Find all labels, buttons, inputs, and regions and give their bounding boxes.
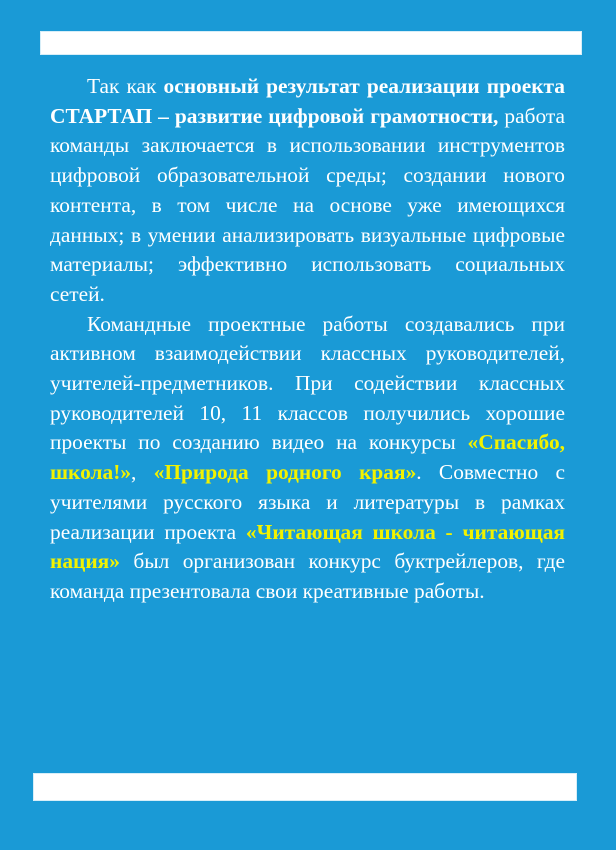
contest-priroda-rodnogo-kraya: «Природа родного края» (153, 460, 417, 485)
paragraph-team-projects (50, 310, 565, 607)
project-chitayushchaya-shkola: «Читающая школа - читающая нация» (50, 519, 565, 574)
paragraph2-text3: был организован конкурс буктрейлеров, где команда презентовала свои креативные работы. (50, 549, 565, 603)
contest-spasibo-shkola: «Спасибо, школа!» (50, 430, 565, 485)
paragraph1-lead: Так как (87, 74, 164, 98)
paragraph2-separator: , (131, 460, 154, 485)
paragraph1-rest: работа команды заключается в использовании инструментов цифровой образовательной среды; создании нового контента, в том числе на основе уже имеющихся данных; в умении анализировать визуальные цифровые материалы; эффективно использовать социальных сетей. (50, 103, 566, 306)
bottom-banner-bar (33, 773, 577, 801)
paragraph-startup-results (50, 72, 565, 310)
paragraph2-text1: Командные проектные работы создавались при активном взаимодействии классных руководителей, учителей-предметников. При содействии классных руководителей 10, 11 классов получились хорошие проекты по созданию видео на конкурсы (50, 311, 565, 455)
paragraph1-bold-phrase: основный результат реализации проекта СТАРТАП – развитие цифровой грамотности, (50, 74, 565, 128)
paragraph2-text2: . Совместно с учителями русского языка и литературы в рамках реализации проекта (50, 460, 565, 544)
top-banner-bar (40, 31, 582, 55)
main-text-block (50, 72, 565, 607)
